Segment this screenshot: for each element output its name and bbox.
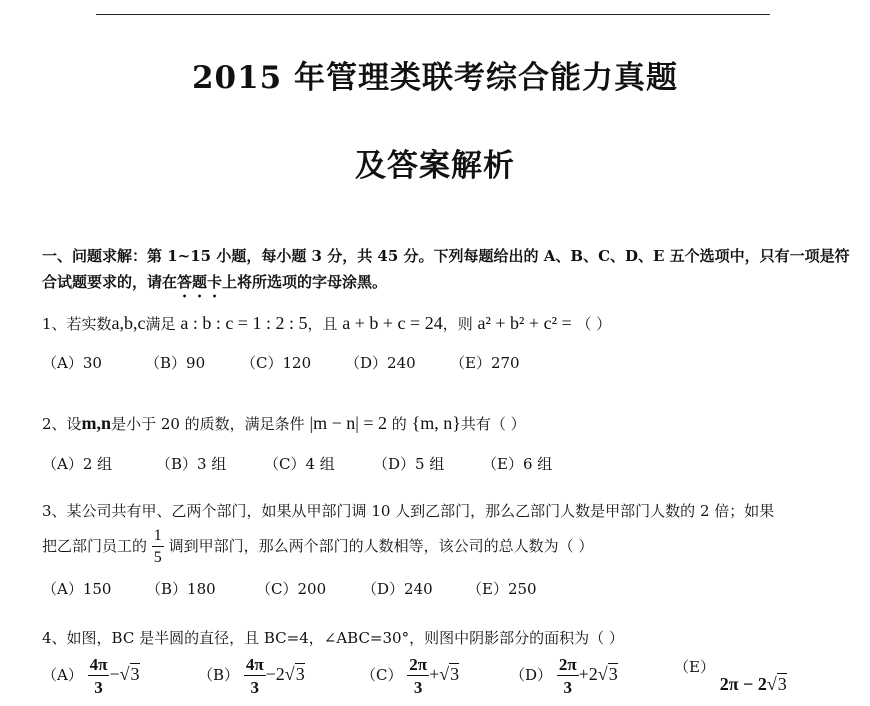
q1-text-c: ，且 xyxy=(307,315,338,333)
section-emphasis: 答题卡 xyxy=(177,273,223,291)
q3-text-a: 把乙部门员工的 xyxy=(42,537,148,555)
section-instructions xyxy=(42,243,854,301)
q1-sum: a + b + c = 24 xyxy=(342,313,443,333)
q1-option-e[interactable]: （E）270 xyxy=(450,354,520,372)
q3-option-a[interactable]: （A）150 xyxy=(42,580,112,598)
q2-option-b[interactable]: （B）3 组 xyxy=(156,455,227,473)
q4-d-num: 2π xyxy=(558,655,577,674)
q1-expr: a² + b² + c² = xyxy=(477,313,572,333)
q2-condition: |m − n| = 2 xyxy=(309,413,387,433)
q4-e-label: （E） xyxy=(674,658,715,676)
q4-b-coef: 2 xyxy=(275,664,285,684)
q4-c-num: 2π xyxy=(409,655,428,674)
q4-b-frac xyxy=(244,656,266,696)
q4-d-root: 3 xyxy=(608,664,618,684)
section-prefix: 一、问题求解：第 1~15 小题，每小题 3 分，共 45 分。下列每题给出的 A、B、C、D、E 五个选项中，只有一项是符合试题要求的，请在 xyxy=(42,247,850,291)
q4-d-label: （D） xyxy=(510,666,553,684)
q4-c-den: 3 xyxy=(413,678,423,697)
q3-line-1: 3、某公司共有甲、乙两个部门，如果从甲部门调 10 人到乙部门，那么乙部门人数是甲部门人数的 2 倍；如果 xyxy=(42,502,775,520)
q4-b-label: （B） xyxy=(198,666,240,684)
question-4: 4、如图，BC 是半圆的直径，且 BC=4，∠ABC=30°，则图中阴影部分的面积为（ ） xyxy=(42,629,624,647)
q1-option-c[interactable]: （C）120 xyxy=(241,354,312,372)
q1-option-a[interactable]: （A）30 xyxy=(42,354,102,372)
q1-vars: a,b,c xyxy=(111,313,146,333)
q2-text-b: 是小于 20 的质数，满足条件 xyxy=(111,415,305,433)
q1-option-b[interactable]: （B）90 xyxy=(145,354,206,372)
q4-option-c[interactable]: （C） $\frac{2\pi}{3}$ +√3 xyxy=(361,655,460,697)
q3-line-2 xyxy=(42,528,593,566)
page-subtitle: 及答案解析 xyxy=(355,148,515,184)
q2-pair: {m, n} xyxy=(411,413,461,433)
q3-option-e[interactable]: （E）250 xyxy=(467,580,537,598)
q4-d-frac xyxy=(557,656,579,696)
q4-option-b[interactable]: （B） $\frac{4\pi}{3}$ −2√3 xyxy=(198,655,305,697)
q2-vars: m,n xyxy=(81,413,112,433)
q4-option-e[interactable] xyxy=(674,656,787,694)
q4-c-label: （C） xyxy=(361,666,403,684)
q4-b-op: − xyxy=(265,664,276,684)
q1-text-d: ，则 xyxy=(442,315,473,333)
q1-ratio: a : b : c = 1 : 2 : 5 xyxy=(180,313,308,333)
q1-text-a: 1、若实数 xyxy=(42,315,112,333)
q3-frac-num: 1 xyxy=(152,528,164,547)
section-suffix: 上将所选项的字母涂黑。 xyxy=(222,273,388,291)
q4-c-root: 3 xyxy=(450,664,460,684)
q4-a-root: 3 xyxy=(130,664,140,684)
q4-c-op: + xyxy=(429,664,440,684)
q4-a-num: 4π xyxy=(89,655,108,674)
q4-a-den: 3 xyxy=(94,678,103,697)
q4-b-den: 3 xyxy=(250,678,259,697)
q3-text-b: 调到甲部门，那么两个部门的人数相等，该公司的总人数为（ ） xyxy=(168,537,594,555)
q4-c-frac xyxy=(407,656,429,696)
q4-d-coef: 2 xyxy=(588,664,598,684)
q4-e-expr-a: 2π − 2 xyxy=(719,674,767,694)
q3-fraction xyxy=(152,528,164,566)
q4-e-root: 3 xyxy=(777,674,787,694)
q2-text-a: 2、设 xyxy=(42,415,82,433)
q4-d-den: 3 xyxy=(563,678,572,697)
q4-e-expr: 2π − 2√3 xyxy=(719,674,787,694)
q2-text-c: 的 xyxy=(391,415,407,433)
page-title: 2015 年管理类联考综合能力真题 xyxy=(191,60,679,96)
question-1 xyxy=(42,311,611,336)
q4-b-num: 4π xyxy=(245,655,264,674)
question-2 xyxy=(42,411,526,436)
q2-text-d: 共有（ ） xyxy=(460,415,526,433)
q3-option-d[interactable]: （D）240 xyxy=(362,580,433,598)
q4-a-op: − xyxy=(109,664,120,684)
q3-option-c[interactable]: （C）200 xyxy=(256,580,327,598)
q4-option-d[interactable]: （D） $\frac{2\pi}{3}$ +2√3 xyxy=(510,655,618,697)
q4-d-op: + xyxy=(578,664,589,684)
q3-frac-den: 5 xyxy=(153,549,162,566)
q3-option-b[interactable]: （B）180 xyxy=(146,580,216,598)
q4-a-frac xyxy=(88,656,110,696)
q1-text-b: 满足 xyxy=(145,315,176,333)
q4-option-a[interactable]: （A） $\frac{4\pi}{3}$ −√3 xyxy=(42,655,140,697)
q4-b-root: 3 xyxy=(295,664,305,684)
q2-option-a[interactable]: （A）2 组 xyxy=(42,455,113,473)
q2-option-d[interactable]: （D）5 组 xyxy=(373,455,445,473)
q1-blank: （ ） xyxy=(576,315,612,333)
q2-option-c[interactable]: （C）4 组 xyxy=(264,455,335,473)
header-rule xyxy=(96,14,770,15)
q2-option-e[interactable]: （E）6 组 xyxy=(482,455,553,473)
q4-a-label: （A） xyxy=(42,666,83,684)
q1-option-d[interactable]: （D）240 xyxy=(345,354,416,372)
